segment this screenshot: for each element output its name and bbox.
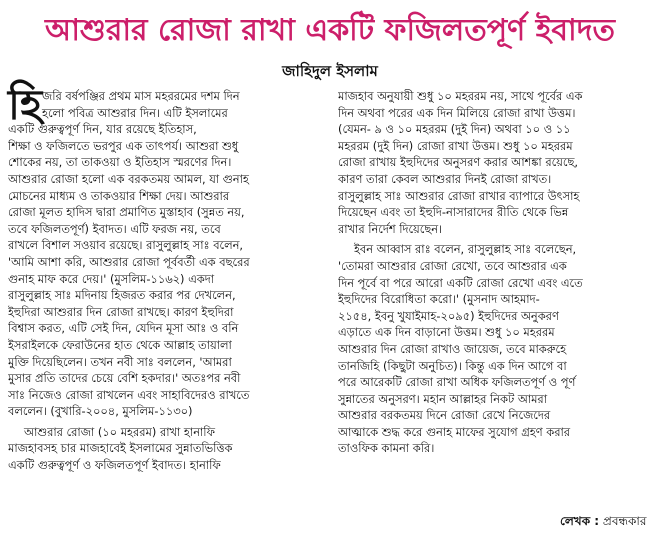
text-line: কারণ তারা কেবল আশুরার দিনই রোজা রাখত। xyxy=(338,171,552,186)
text-line: দিন পূর্বে বা পরে আরো একটি রোজা রেখো এবং এতে xyxy=(338,275,583,290)
text-line: ইহুদিদের বিরোধিতা করো।' (মুসনাদ আহমাদ- xyxy=(338,292,540,307)
text-line: দিন অথবা পরের এক দিন মিলিয়ে রোজা রাখা উত্তম। xyxy=(338,105,576,120)
text-line: মাজহাবসহ চার মাজহাবেই ইসলামের সুন্নাতভিত্তিক xyxy=(8,441,233,456)
text-line: ইবন আব্বাস রাঃ বলেন, রাসুলুল্লাহ সাঃ বলেছেন, xyxy=(354,242,577,257)
text-line: একটি গুরুত্বপূর্ণ দিন, যার রয়েছে ইতিহাস, xyxy=(8,122,197,137)
text-line: হলো পবিত্র আশুরার দিন। এটি ইসলামের xyxy=(42,105,228,120)
text-line: মাজহাব অনুযায়ী শুধু ১০ মহররম নয়, সাথে পূর্বের এক xyxy=(338,89,583,103)
text-line: মহররম (দুই দিন) রোজা রাখা উত্তম। শুধু ১০ মহররম xyxy=(338,138,573,153)
text-line: মোচনের মাধ্যম ও তাকওয়ার শিক্ষা দেয়। আশুরার xyxy=(8,188,230,203)
text-line: পরে আরেকটি রোজা রাখা অধিক ফজিলতপূর্ণ ও পূর্ণ xyxy=(338,375,576,390)
text-line: গুনাহ মাফ করে দেয়।' (মুসলিম-১১৬২) একদা xyxy=(8,271,215,286)
text-line: বললেন। (বুখারি-২০০৪, মুসলিম-১১৩০) xyxy=(8,404,193,419)
author-label: লেখক : xyxy=(560,514,600,528)
text-line: রাখার নির্দেশ দিয়েছেন। xyxy=(338,221,443,236)
text-line: মুক্তি দিয়েছিলেন। তখন নবী সাঃ বললেন, 'আমরা xyxy=(8,354,232,369)
byline: জাহিদুল ইসলাম xyxy=(282,62,378,80)
text-line: জরি বর্ষপঞ্জির প্রথম মাস মহররমের দশম দিন xyxy=(42,89,240,103)
author-credit xyxy=(560,513,647,533)
text-line: দিয়েছেন এবং তা ইহুদি-নাসারাদের রীতি থেকে ভিন্ন xyxy=(338,205,569,220)
text-line: এড়াতে এক দিন বাড়ানো উত্তম। শুধু ১০ মহররম xyxy=(338,325,555,340)
text-line: আশুরার রোজা হলো এক বরকতময় আমল, যা গুনাহ xyxy=(8,171,249,186)
text-line: (যেমন- ৯ ও ১০ মহররম (দুই দিন) অথবা ১০ ও ১১ xyxy=(338,122,571,137)
text-line: রোজা মূলত হাদিস দ্বারা প্রমাণিত মুস্তাহাব (সুন্নত নয়, xyxy=(8,205,245,220)
text-line: মুসার প্রতি তাদের চেয়ে বেশি হকদার।' অতঃপর নবী xyxy=(8,371,241,386)
right-column xyxy=(338,88,654,457)
text-line: সাঃ নিজেও রোজা রাখলেন এবং সাহাবিদেরও রাখতে xyxy=(8,387,250,402)
text-line: তাওফিক কামনা করি। xyxy=(338,441,435,456)
text-line: ইহুদিরা আশুরার দিন রোজা রাখছে। কারণ ইহুদিরা xyxy=(8,304,234,319)
text-line: রাখলে বিশাল সওয়াব রয়েছে। রাসুলুল্লাহ সাঃ বলেন, xyxy=(8,238,244,253)
text-line: সুন্নাতের অনুসরণ। মহান আল্লাহর নিকট আমরা xyxy=(338,391,548,406)
text-line: একটি গুরুত্বপূর্ণ ও ফজিলতপূর্ণ ইবাদত। হানাফি xyxy=(8,458,221,473)
text-line: রাসুলুল্লাহ সাঃ আশুরার রোজা রাখার ব্যাপারে উৎসাহ xyxy=(338,188,580,203)
text-line: ইসরাইলকে ফেরাউনের হাত থেকে আল্লাহ তায়ালা xyxy=(8,337,232,352)
text-line: তানজিহি (কিছুটা অনুচিত)। কিন্তু এক দিন আগে বা xyxy=(338,358,567,373)
text-line: আশুরার বরকতময় দিনে রোজা রেখে নিজেদের xyxy=(338,408,551,423)
text-line: শিক্ষা ও ফজিলতে ভরপুর এক তাৎপর্য। আশুরা শুধু xyxy=(8,138,239,153)
text-line: ২১৫৪, ইবনু খুযাইমাহ-২০৯৫) ইহুদিদের অনুকরণ xyxy=(338,308,559,323)
text-line: আত্মাকে শুদ্ধ করে গুনাহ মাফের সুযোগ গ্রহণ করার xyxy=(338,424,571,439)
headline: আশুরার রোজা রাখা একটি ফজিলতপূর্ণ ইবাদত xyxy=(45,13,615,48)
author-value: প্রবন্ধকার xyxy=(602,514,647,528)
text-line: বিশ্বাস করত, এটি সেই দিন, যেদিন মূসা আঃ ও বনি xyxy=(8,321,239,336)
left-column xyxy=(8,80,326,474)
text-line: 'আমি আশা করি, আশুরার রোজা পূর্ববর্তী এক বছরের xyxy=(8,254,250,269)
text-line: আশুরার দিন রোজা রাখাও জায়েজ, তবে মাকরুহে xyxy=(338,341,567,356)
text-line: রোজা রাখায় ইহুদিদের অনুসরণ করার আশঙ্কা রয়েছে, xyxy=(338,155,578,170)
text-line: রাসুলুল্লাহ সাঃ মদিনায় হিজরত করার পর দেখলেন, xyxy=(8,288,236,303)
text-line: তবে ফজিলতপূর্ণ) ইবাদত। এটি ফরজ নয়, তবে xyxy=(8,221,221,236)
dropcap: হি xyxy=(8,80,43,129)
text-line: 'তোমরা আশুরার রোজা রেখো, তবে আশুরার এক xyxy=(338,258,567,273)
text-line: শোকের নয়, তা তাকওয়া ও ইতিহাস স্মরণের দিন। xyxy=(8,155,232,170)
text-line: আশুরার রোজা (১০ মহররম) রাখা হানাফি xyxy=(24,424,215,439)
